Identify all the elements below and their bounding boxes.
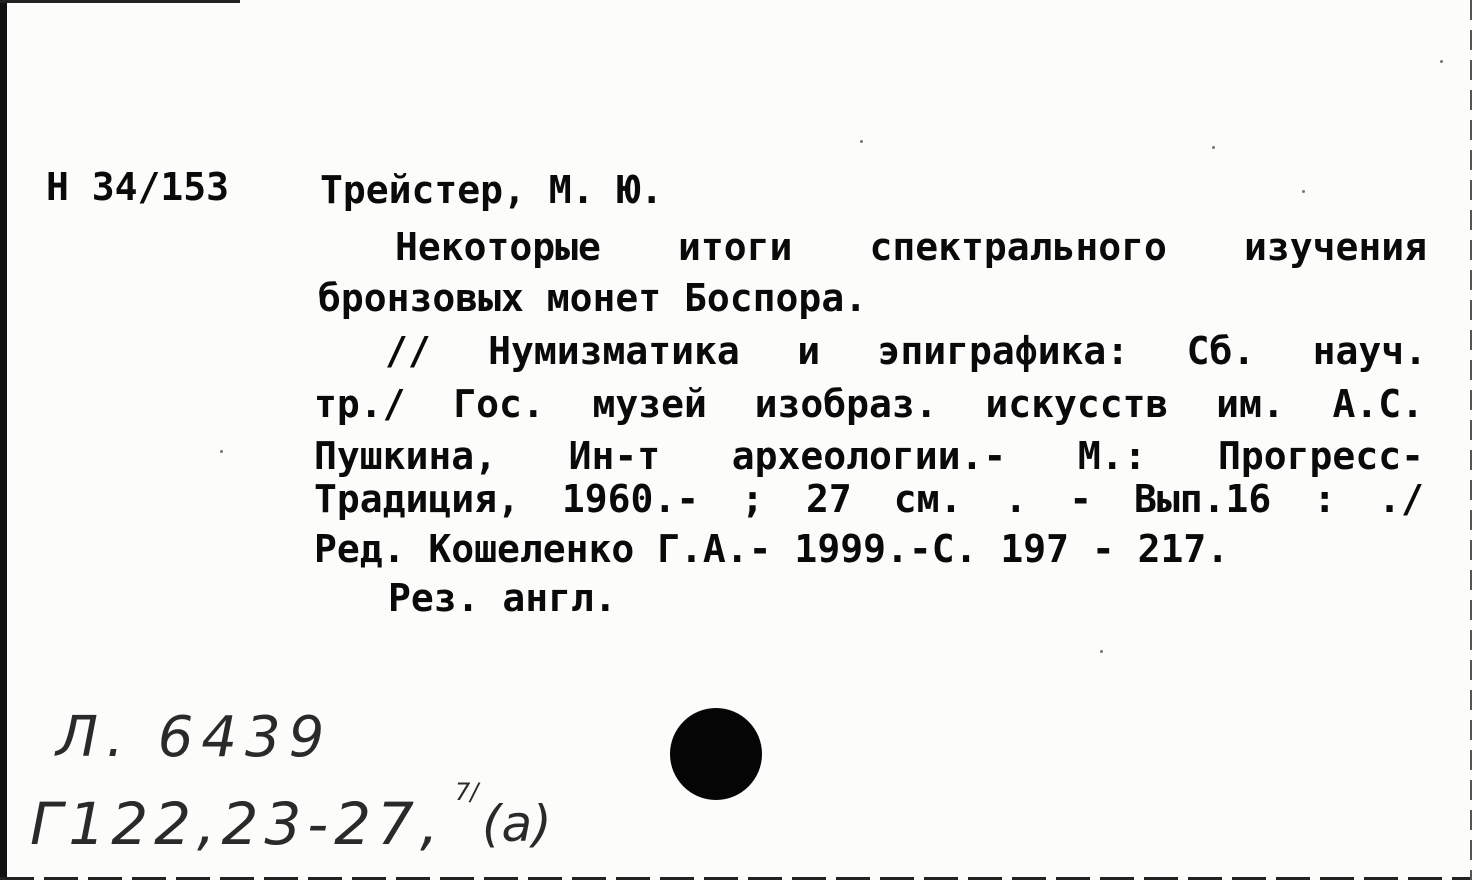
series-line-2: [314, 382, 1424, 426]
word: эпиграфика:: [877, 329, 1130, 373]
word: М.:: [1077, 434, 1147, 478]
word: Нумизматика: [488, 329, 740, 373]
title-line-2: бронзовых монет Боспора.: [318, 276, 868, 320]
word: изобраз.: [754, 382, 938, 426]
word: Ин-т: [568, 434, 661, 478]
card-left-edge: [0, 0, 7, 880]
punch-hole: [670, 708, 762, 800]
author: Трейстер, М. Ю.: [320, 168, 664, 212]
scan-speck: [1440, 60, 1443, 63]
word: Пушкина,: [314, 434, 498, 478]
word: //: [385, 329, 431, 373]
title-line-1: [395, 225, 1427, 269]
scan-speck: [860, 140, 863, 143]
word: ;: [741, 477, 765, 521]
word: им.: [1216, 382, 1285, 426]
word: .: [1004, 477, 1028, 521]
word: Некоторые: [395, 225, 601, 269]
word: Прогресс-: [1218, 434, 1424, 478]
word: искусств: [985, 382, 1169, 426]
series-line-5: Ред. Кошеленко Г.А.- 1999.-С. 197 - 217.: [314, 527, 1230, 571]
word: :: [1313, 477, 1337, 521]
scan-speck: [1302, 190, 1305, 193]
scan-speck: [1212, 146, 1215, 149]
word: музей: [592, 382, 707, 426]
word: ./: [1378, 477, 1424, 521]
handwritten-accession-number: Л. 6439: [56, 705, 333, 770]
word: и: [797, 329, 821, 373]
card-top-edge: [0, 0, 240, 3]
word: итоги: [677, 225, 793, 269]
word: 27: [805, 477, 852, 521]
call-number: Н 34/153: [46, 165, 230, 209]
handwritten-classification: Г122,23-27,: [30, 790, 445, 858]
scan-speck: [1100, 650, 1103, 653]
word: А.С.: [1332, 382, 1424, 426]
word: Гос.: [453, 382, 545, 426]
word: Традиция,: [314, 477, 520, 521]
word: тр./: [314, 382, 406, 426]
series-line-3: [314, 434, 1424, 478]
handwritten-superscript: 7/: [455, 778, 479, 806]
word: -: [1069, 477, 1093, 521]
word: изучения: [1243, 225, 1427, 269]
word: спектрального: [869, 225, 1167, 269]
series-line-1: [385, 329, 1427, 373]
word: науч.: [1312, 329, 1427, 373]
series-line-4: [314, 477, 1424, 521]
handwritten-suffix: (а): [482, 795, 552, 853]
word: Сб.: [1186, 329, 1256, 373]
word: археологии.-: [731, 434, 1007, 478]
word: Вып.16: [1134, 477, 1272, 521]
word: 1960.-: [561, 477, 700, 521]
word: см.: [893, 477, 963, 521]
scan-speck: [220, 450, 223, 453]
summary-note: Рез. англ.: [388, 576, 617, 620]
